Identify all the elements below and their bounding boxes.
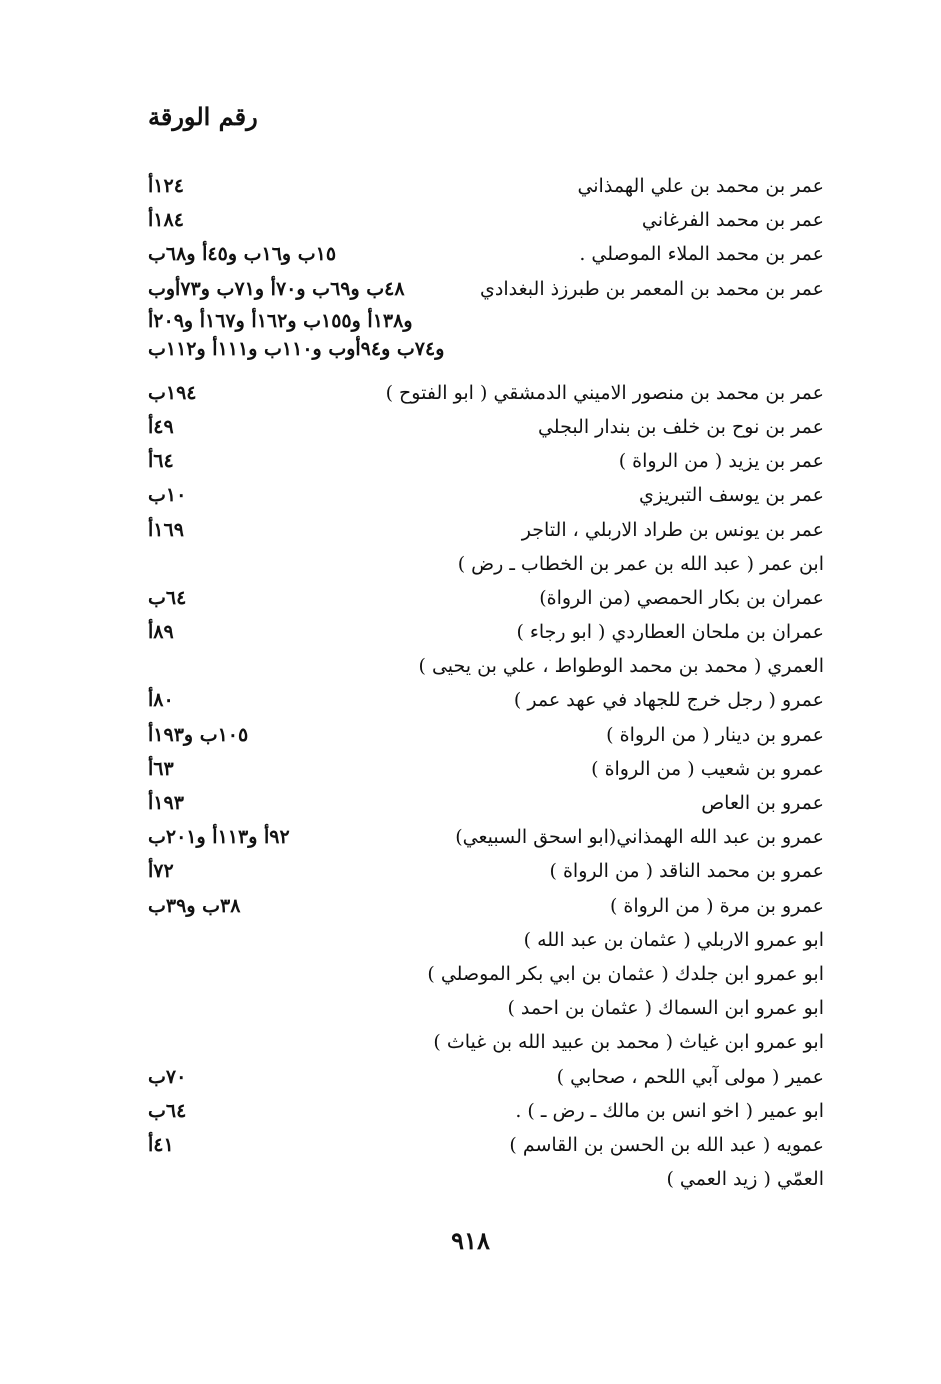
index-entry — [140, 787, 824, 821]
index-entry — [140, 1129, 824, 1163]
index-entry — [140, 890, 824, 924]
entry-folio-ref: ٤١أ — [148, 1133, 174, 1156]
entry-folio-ref: ١٦٩أ — [148, 518, 184, 541]
index-entry — [140, 445, 824, 479]
entry-name: عمران بن بكار الحمصي (من الرواة) — [539, 586, 824, 609]
entry-name: ابن عمر ( عبد الله بن عمر بن الخطاب ـ رض ) — [457, 552, 824, 575]
entry-name: العمري ( محمد بن محمد الوطواط ، علي بن يحيى ) — [418, 655, 824, 678]
index-entry — [140, 684, 824, 718]
entry-name: عمير ( مولى آبي اللحم ، صحابي ) — [556, 1065, 824, 1088]
entry-name: عمرو ( رجل خرج للجهاد في عهد عمر ) — [513, 689, 824, 712]
entry-folio-ref: ٤٨ب و٦٩ب و٧٠أ و٧١ب و٧٣أوب — [148, 277, 405, 300]
index-entry — [140, 958, 824, 992]
entry-folio-ref: ١٠ب — [148, 484, 187, 507]
entry-name: عمر بن محمد الملاء الموصلي . — [579, 243, 824, 266]
entry-name: عمر بن يوسف التبريزي — [638, 484, 824, 507]
index-entry — [140, 1095, 824, 1129]
index-entry — [140, 753, 824, 787]
entry-folio-ref-continued: و١٣٨أ و١٥٥ب و١٦٢أ و١٦٧أ و٢٠٩أ — [148, 309, 413, 332]
entry-name: العمّي ( زيد العمي ) — [666, 1168, 824, 1191]
index-entry — [140, 1061, 824, 1095]
entry-folio-ref: ٦٤ب — [148, 586, 187, 609]
entry-name: عمرو بن شعيب ( من الرواة ) — [591, 757, 824, 780]
index-entry — [140, 204, 824, 238]
index-entry — [140, 1026, 824, 1060]
entry-folio-ref: ٦٤أ — [148, 450, 174, 473]
entry-name: ابو عمرو ابن جلدك ( عثمان بن ابي بكر الموصلي ) — [427, 962, 824, 985]
index-entry-continuation — [140, 307, 824, 335]
entry-folio-ref: ٩٢أ و١١٣أ و٢٠١ب — [148, 826, 290, 849]
entry-name: عمر بن محمد الفرغاني — [641, 209, 824, 232]
entry-name: عمر بن يونس بن طراد الاربلي ، التاجر — [521, 518, 824, 541]
index-entry — [140, 924, 824, 958]
index-entry — [140, 650, 824, 684]
index-entry — [140, 582, 824, 616]
entry-name: ابو عمرو ابن غياث ( محمد بن عبيد الله بن غياث ) — [433, 1031, 824, 1054]
index-entry — [140, 273, 824, 307]
entry-folio-ref: ٦٤ب — [148, 1099, 187, 1122]
index-entry — [140, 411, 824, 445]
entry-folio-ref: ٧٢أ — [148, 860, 174, 883]
entry-name: عمرو بن دينار ( من الرواة ) — [606, 723, 824, 746]
index-entry — [140, 548, 824, 582]
index-entry — [140, 992, 824, 1026]
entry-name: عمر بن محمد بن المعمر بن طبرزذ البغدادي — [480, 277, 824, 300]
index-entry — [140, 719, 824, 753]
entry-folio-ref: ٣٨ب و٣٩ب — [148, 894, 241, 917]
index-entry — [140, 821, 824, 855]
entry-folio-ref: ٤٩أ — [148, 415, 174, 438]
entry-folio-ref: ١٩٤ب — [148, 381, 197, 404]
entry-folio-ref: ١٥ب و١٦ب و٤٥أ و٦٨ب — [148, 243, 337, 266]
index-entry — [140, 377, 824, 411]
entry-name: عمر بن محمد بن علي الهمذاني — [577, 175, 824, 197]
entry-name: عمرو بن محمد الناقد ( من الرواة ) — [549, 860, 824, 883]
entry-name: عمران بن ملحان العطاردي ( ابو رجاء ) — [516, 621, 824, 644]
index-entry — [140, 855, 824, 889]
entry-folio-ref: ٨٠أ — [148, 689, 174, 712]
index-entry-continuation — [140, 335, 824, 363]
entry-folio-ref: ٧٠ب — [148, 1065, 187, 1088]
folio-number-header: رقم الورقة — [148, 102, 258, 131]
index-entry — [140, 514, 824, 548]
index-entry — [140, 479, 824, 513]
index-entry — [140, 616, 824, 650]
entry-folio-ref: ٦٣أ — [148, 757, 174, 780]
entry-name: عمر بن نوح بن خلف بن بندار البجلي — [537, 415, 824, 438]
entry-folio-ref: ١٢٤أ — [148, 175, 184, 197]
page-number: ٩١٨ — [451, 1226, 490, 1255]
entry-folio-ref: ١٨٤أ — [148, 209, 184, 232]
entry-name: ابو عمرو ابن السماك ( عثمان بن احمد ) — [507, 997, 824, 1020]
entry-folio-ref-continued: و٧٤ب و٩٤أوب و١١٠ب و١١١أ و١١٢ب — [148, 337, 445, 360]
index-entries — [140, 170, 824, 1197]
entry-folio-ref: ١٠٥ب و١٩٣أ — [148, 723, 249, 746]
index-entry — [140, 1163, 824, 1197]
entry-name: ابو عمير ( اخو انس بن مالك ـ رض ـ ) . — [515, 1099, 824, 1122]
entry-name: عمر بن محمد بن منصور الاميني الدمشقي ( ابو الفتوح ) — [385, 381, 824, 404]
index-entry — [140, 238, 824, 272]
index-entry — [140, 170, 824, 204]
entry-name: ابو عمرو الاربلي ( عثمان بن عبد الله ) — [523, 928, 824, 951]
entry-folio-ref: ٨٩أ — [148, 621, 174, 644]
entry-folio-ref: ١٩٣أ — [148, 792, 184, 814]
entry-name: عمر بن يزيد ( من الرواة ) — [618, 450, 824, 473]
entry-name: عمرو بن العاص — [701, 792, 824, 814]
entry-name: عمرو بن عبد الله الهمذاني(ابو اسحق السبيعي) — [455, 826, 824, 849]
entry-name: عمرو بن مرة ( من الرواة ) — [609, 894, 824, 917]
entry-name: عمويه ( عبد الله بن الحسن بن القاسم ) — [509, 1133, 824, 1156]
